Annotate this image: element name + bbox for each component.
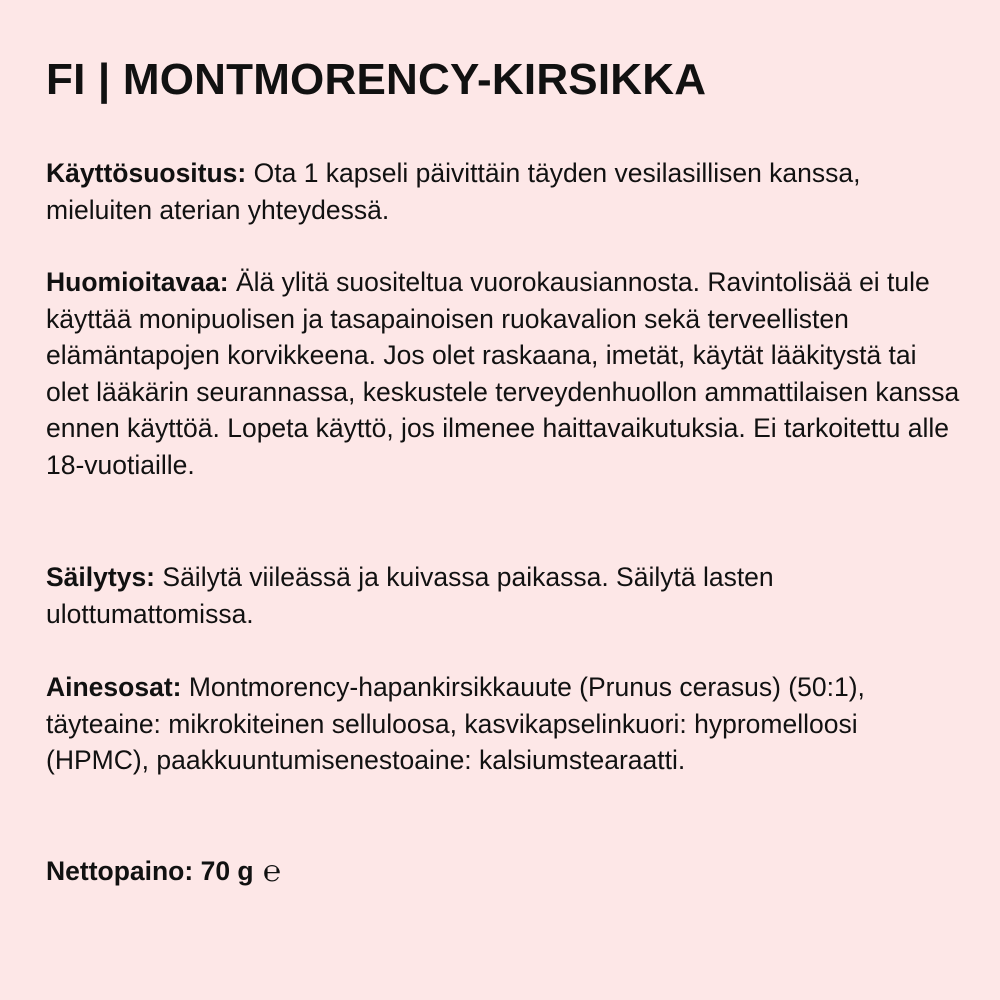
net-weight-value: 70 g [200,856,254,886]
storage-text: Säilytä viileässä ja kuivassa paikassa. Säilytä lasten ulottumattomissa. [46,562,774,629]
storage-label: Säilytys: [46,562,156,592]
warnings-label: Huomioitavaa: [46,267,229,297]
title-block [46,52,706,108]
net-weight-label: Nettopaino: [46,856,194,886]
storage-section [46,559,966,632]
page-title: FI | MONTMORENCY-KIRSIKKA [46,55,707,104]
ingredients-section [46,669,966,779]
estimated-sign-icon: ℮ [262,854,281,889]
ingredients-label: Ainesosat: [46,672,182,702]
warnings-section [46,264,966,483]
warnings-text: Älä ylitä suositeltua vuorokausiannosta. Ravintolisää ei tule käyttää monipuolisen ja tasapainoisen ruokavalion sekä terveellisten elämäntapojen korvikkeena. Jos olet raskaana, imetät, käytät lääkitystä tai olet lääkärin seurannassa, keskustele terveydenhuollon ammattilaisen kanssa ennen käyttöä. Lopeta käyttö, jos ilmenee haittavaikutuksia. Ei tarkoitettu alle 18-vuotiaille. [46,267,960,480]
net-weight-section [46,853,966,890]
usage-text: Ota 1 kapseli päivittäin täyden vesilasillisen kanssa, mieluiten aterian yhteydessä. [46,158,861,225]
usage-label: Käyttösuositus: [46,158,247,188]
ingredients-text: Montmorency-hapankirsikkauute (Prunus cerasus) (50:1), täyteaine: mikrokiteinen selluloosa, kasvikapselinkuori: hypromelloosi (HPMC), paakkuuntumisenestoaine: kalsiumstearaatti. [46,672,865,775]
usage-section [46,155,966,228]
